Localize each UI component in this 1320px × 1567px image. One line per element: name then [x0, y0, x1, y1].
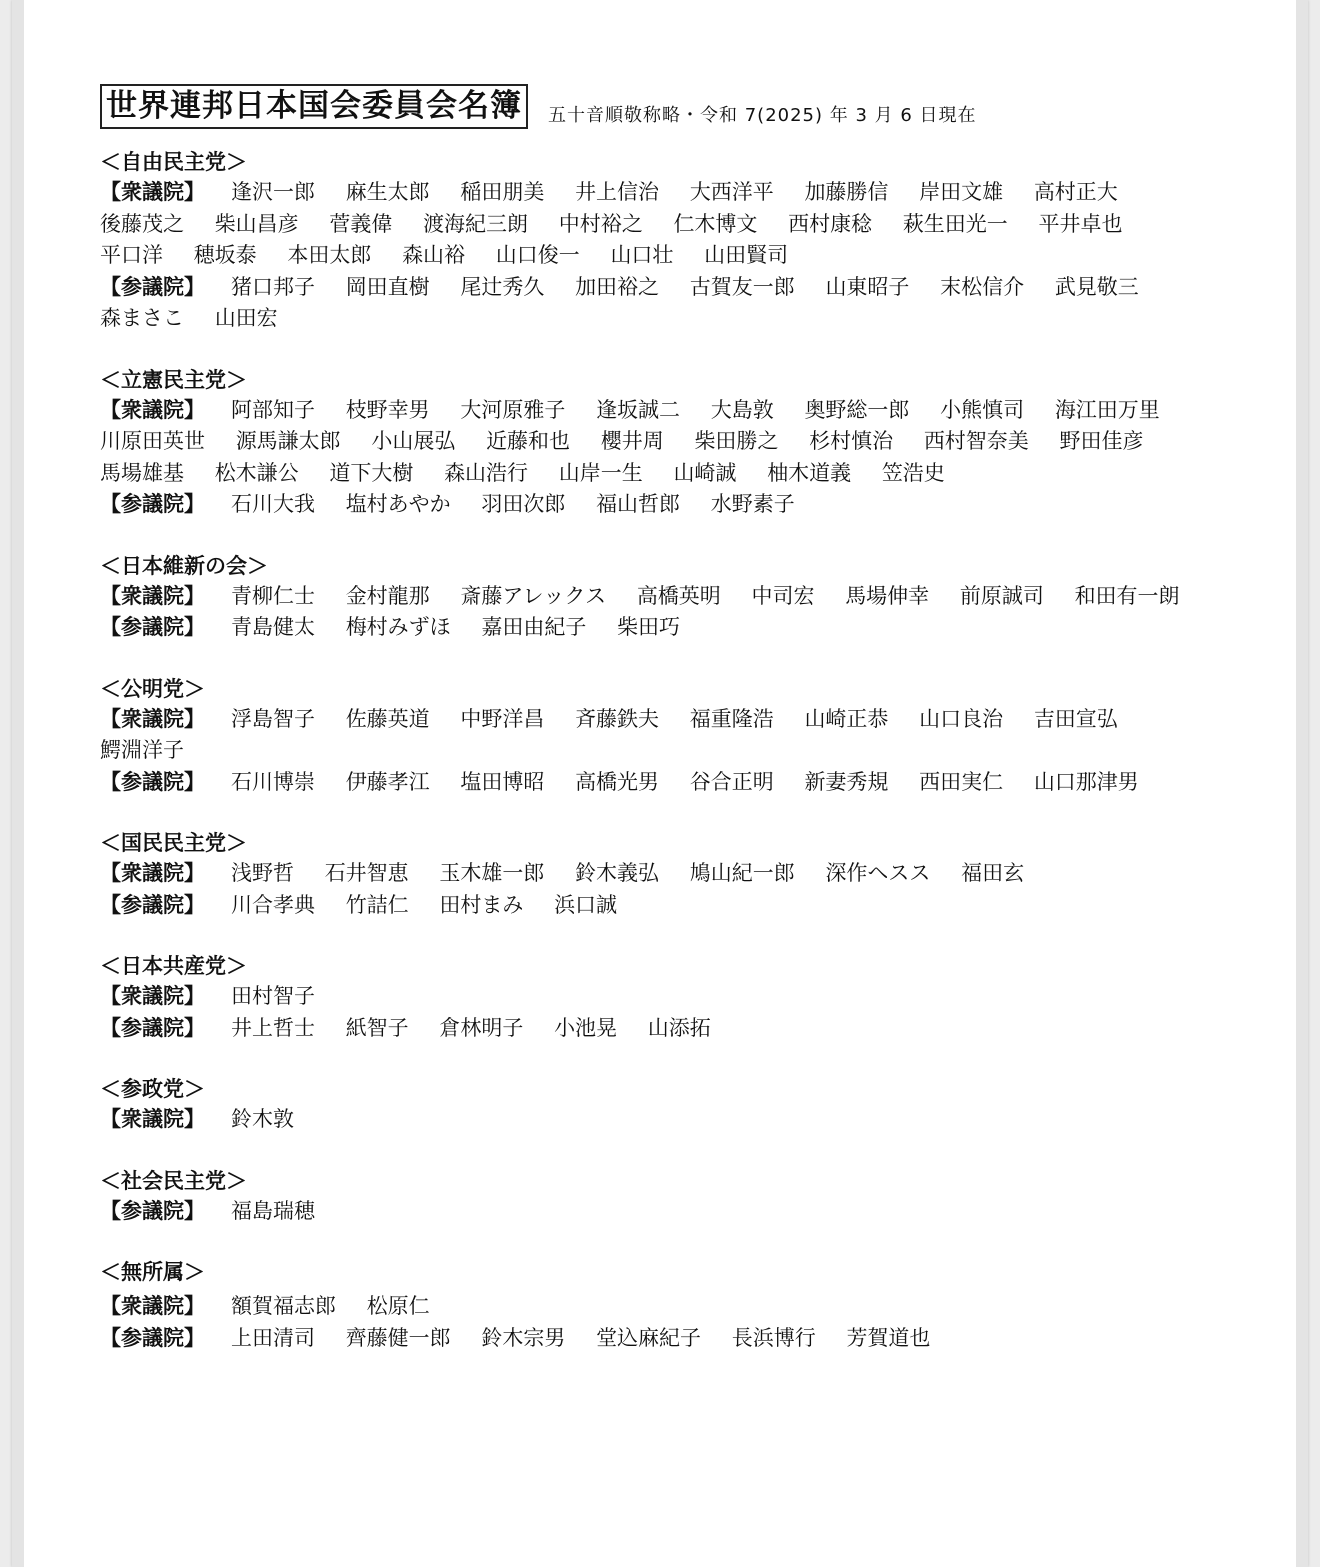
member-name: 水野素子	[710, 492, 795, 516]
house-of-councillors-members	[100, 612, 1230, 644]
member-name: 石川博崇	[231, 769, 315, 794]
member-name: 吉田宣弘	[1033, 706, 1118, 731]
member-name: 平口洋	[100, 243, 163, 267]
member-name: 高橋光男	[575, 769, 660, 794]
member-name: 仁木博文	[673, 211, 758, 236]
member-name: 浜口誠	[554, 892, 618, 917]
house-of-representatives-label: 【衆議院】	[100, 397, 205, 422]
member-name: 嘉田由紀子	[481, 615, 587, 639]
party-section	[100, 365, 1230, 521]
member-name: 柴山昌彦	[214, 211, 299, 236]
member-name: 柴田勝之	[694, 429, 779, 453]
house-of-councillors-label: 【参議院】	[100, 1015, 205, 1040]
party-section	[100, 1257, 1230, 1354]
member-name: 新妻秀規	[804, 769, 889, 794]
member-name: 鈴木義弘	[575, 861, 660, 885]
member-name: 岸田文雄	[919, 180, 1004, 204]
member-name: 和田有一朗	[1074, 583, 1180, 608]
member-name: 海江田万里	[1054, 397, 1160, 422]
member-name: 平井卓也	[1038, 211, 1123, 236]
member-name: 萩生田光一	[902, 211, 1008, 236]
member-name: 森まさこ	[100, 306, 184, 330]
house-of-councillors-label: 【参議院】	[100, 1198, 205, 1223]
member-name: 青柳仁士	[231, 583, 315, 608]
house-of-representatives-label: 【衆議院】	[100, 583, 205, 608]
party-section	[100, 1074, 1230, 1136]
member-name: 猪口邦子	[231, 274, 315, 299]
member-name: 井上信治	[575, 180, 660, 204]
house-of-representatives-label: 【衆議院】	[100, 1294, 205, 1318]
member-name: 塩田博昭	[460, 769, 545, 794]
house-of-councillors-members	[100, 767, 1230, 799]
member-name: 大島敦	[710, 397, 774, 422]
title-row	[100, 84, 1230, 129]
member-name: 阿部知子	[231, 397, 315, 422]
roster-document	[100, 84, 1230, 1384]
member-name: 斉藤鉄夫	[575, 706, 660, 731]
member-name: 野田佳彦	[1059, 429, 1144, 453]
member-name: 山東昭子	[825, 274, 910, 299]
member-name: 鈴木宗男	[481, 1325, 566, 1350]
member-name: 田村まみ	[439, 892, 524, 917]
member-name: 青島健太	[231, 615, 315, 639]
member-name: 森山裕	[402, 243, 466, 267]
house-of-councillors-label: 【参議院】	[100, 615, 205, 639]
member-name: 塩村あやか	[345, 492, 451, 516]
member-name: 大河原雅子	[460, 397, 566, 422]
member-name: 道下大樹	[329, 460, 414, 485]
party-heading: ＜国民民主党＞	[100, 831, 247, 855]
member-name: 尾辻秀久	[460, 274, 545, 299]
member-name: 松木謙公	[214, 460, 299, 485]
member-name: 佐藤英道	[345, 706, 430, 731]
house-of-representatives-members	[100, 177, 1230, 272]
member-name: 西田実仁	[919, 769, 1004, 794]
house-of-councillors-label: 【参議院】	[100, 274, 205, 299]
member-name: 前原誠司	[959, 583, 1044, 608]
document-title: 世界連邦日本国会委員会名簿	[100, 84, 528, 129]
house-of-councillors-members	[100, 489, 1230, 521]
party-section	[100, 828, 1230, 921]
house-of-representatives-members	[100, 395, 1230, 490]
member-name: 岡田直樹	[345, 274, 430, 299]
member-name: 逢沢一郎	[231, 180, 315, 204]
party-heading: ＜日本共産党＞	[100, 954, 247, 978]
member-name: 福島瑞穂	[231, 1198, 315, 1223]
member-name: 中村裕之	[558, 211, 643, 236]
member-name: 竹詰仁	[345, 892, 409, 917]
member-name: 古賀友一郎	[689, 274, 795, 299]
party-heading: ＜参政党＞	[100, 1077, 205, 1101]
member-name: 石井智恵	[324, 861, 409, 885]
member-name: 小山展弘	[371, 429, 456, 453]
member-name: 枝野幸男	[345, 397, 430, 422]
house-of-councillors-members	[100, 890, 1230, 922]
party-heading: ＜公明党＞	[100, 676, 205, 701]
house-of-councillors-label: 【参議院】	[100, 1325, 205, 1350]
member-name: 稲田朋美	[460, 180, 545, 204]
party-section	[100, 951, 1230, 1044]
member-name: 奥野総一郎	[804, 397, 910, 422]
member-name: 鳩山紀一郎	[689, 861, 795, 885]
member-name: 鰐淵洋子	[100, 738, 184, 762]
member-name: 倉林明子	[439, 1015, 524, 1040]
house-of-representatives-label: 【衆議院】	[100, 861, 205, 885]
house-of-councillors-label: 【参議院】	[100, 492, 205, 516]
member-name: 斎藤アレックス	[460, 583, 607, 608]
member-name: 川合孝典	[231, 892, 315, 917]
member-name: 馬場伸幸	[845, 583, 930, 608]
member-name: 堂込麻紀子	[596, 1325, 702, 1350]
house-of-councillors-members	[100, 1013, 1230, 1045]
member-name: 谷合正明	[689, 769, 774, 794]
member-name: 福田玄	[961, 861, 1025, 885]
member-name: 伊藤孝江	[345, 769, 430, 794]
member-name: 小池晃	[554, 1015, 618, 1040]
house-of-councillors-label: 【参議院】	[100, 769, 205, 794]
member-name: 源馬謙太郎	[235, 429, 341, 453]
house-of-representatives-members	[100, 704, 1230, 767]
member-name: 麻生太郎	[345, 180, 430, 204]
house-of-representatives-label: 【衆議院】	[100, 984, 205, 1008]
member-name: 小熊慎司	[940, 397, 1025, 422]
member-name: 山田賢司	[704, 243, 789, 267]
member-name: 高橋英明	[636, 583, 721, 608]
party-section	[100, 551, 1230, 644]
house-of-representatives-label: 【衆議院】	[100, 706, 205, 731]
member-name: 齊藤健一郎	[345, 1325, 451, 1350]
member-name: 浮島智子	[231, 706, 315, 731]
party-section	[100, 147, 1230, 335]
member-name: 後藤茂之	[100, 211, 184, 236]
house-of-councillors-members	[100, 1196, 1230, 1228]
party-heading: ＜立憲民主党＞	[100, 367, 247, 392]
house-of-representatives-members	[100, 1104, 1230, 1136]
member-name: 浅野哲	[231, 861, 294, 885]
member-name: 笠浩史	[881, 460, 945, 485]
party-heading: ＜社会民主党＞	[100, 1168, 247, 1193]
member-name: 馬場雄基	[100, 460, 184, 485]
house-of-representatives-members	[100, 981, 1230, 1013]
member-name: 武見敬三	[1054, 274, 1139, 299]
member-name: 深作ヘスス	[825, 861, 931, 885]
member-name: 山岸一生	[558, 460, 643, 485]
member-name: 西村智奈美	[923, 429, 1029, 453]
page-left-edge	[12, 0, 24, 1567]
member-name: 上田清司	[231, 1325, 315, 1350]
member-name: 福重隆浩	[689, 706, 774, 731]
member-name: 山添拓	[647, 1015, 711, 1040]
member-name: 森山浩行	[444, 460, 529, 485]
house-of-councillors-members	[100, 1323, 1230, 1355]
member-name: 山口壮	[610, 243, 674, 267]
member-name: 末松信介	[940, 274, 1025, 299]
member-name: 逢坂誠二	[596, 397, 681, 422]
page-right-edge	[1296, 0, 1308, 1567]
member-name: 金村龍那	[345, 583, 430, 608]
house-of-representatives-label: 【衆議院】	[100, 1107, 205, 1131]
member-name: 中野洋昌	[460, 706, 545, 731]
party-section	[100, 674, 1230, 799]
member-name: 山口俊一	[495, 243, 580, 267]
member-name: 杉村慎治	[809, 429, 894, 453]
member-name: 加藤勝信	[804, 180, 889, 204]
member-name: 大西洋平	[689, 180, 774, 204]
member-name: 櫻井周	[600, 429, 664, 453]
member-name: 紙智子	[345, 1015, 409, 1040]
house-of-representatives-members	[100, 858, 1230, 890]
member-name: 山口那津男	[1033, 769, 1139, 794]
member-name: 長浜博行	[731, 1325, 816, 1350]
member-name: 鈴木敦	[231, 1107, 294, 1131]
member-name: 福山哲郎	[596, 492, 681, 516]
member-name: 本田太郎	[287, 243, 372, 267]
member-name: 柚木道義	[767, 460, 852, 485]
member-name: 松原仁	[366, 1294, 430, 1318]
member-name: 菅義偉	[329, 211, 393, 236]
member-name: 芳賀道也	[846, 1325, 931, 1350]
member-name: 梅村みずほ	[345, 615, 451, 639]
member-name: 柴田巧	[617, 615, 681, 639]
member-name: 山田宏	[214, 306, 278, 330]
member-name: 穂坂泰	[193, 243, 257, 267]
member-name: 渡海紀三朗	[423, 211, 529, 236]
member-name: 川原田英世	[100, 429, 205, 453]
party-heading: ＜無所属＞	[100, 1260, 205, 1284]
member-name: 額賀福志郎	[231, 1294, 336, 1318]
party-heading: ＜自由民主党＞	[100, 150, 247, 174]
member-name: 玉木雄一郎	[439, 861, 545, 885]
member-name: 石川大我	[231, 492, 315, 516]
document-subtitle: 五十音順敬称略・令和 7(2025) 年 3 月 6 日現在	[548, 105, 977, 126]
house-of-councillors-members	[100, 272, 1230, 335]
house-of-representatives-members	[100, 1291, 1230, 1323]
member-name: 山崎正恭	[804, 706, 889, 731]
member-name: 山口良治	[919, 706, 1004, 731]
member-name: 羽田次郎	[481, 492, 566, 516]
member-name: 井上哲士	[231, 1015, 315, 1040]
member-name: 高村正大	[1033, 180, 1118, 204]
member-name: 田村智子	[231, 984, 315, 1008]
party-section	[100, 1166, 1230, 1228]
member-name: 山崎誠	[673, 460, 737, 485]
party-heading: ＜日本維新の会＞	[100, 553, 268, 578]
member-name: 中司宏	[751, 583, 815, 608]
house-of-representatives-label: 【衆議院】	[100, 180, 205, 204]
document-page	[12, 0, 1308, 1567]
house-of-councillors-label: 【参議院】	[100, 892, 205, 917]
member-name: 西村康稔	[788, 211, 873, 236]
member-name: 近藤和也	[486, 429, 571, 453]
house-of-representatives-members	[100, 581, 1230, 613]
member-name: 加田裕之	[575, 274, 660, 299]
